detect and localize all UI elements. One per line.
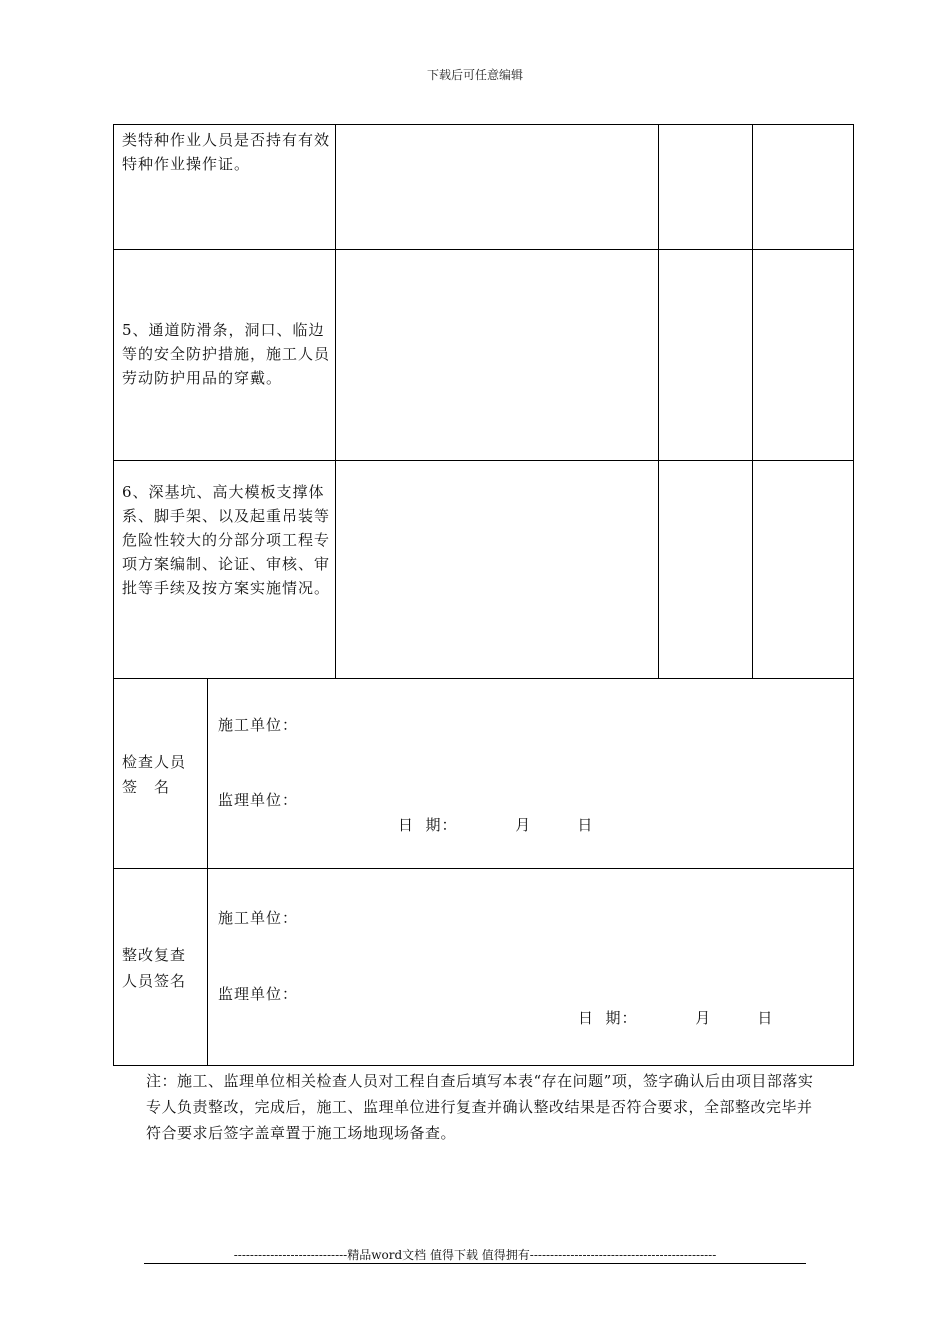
table-row-divider	[113, 460, 854, 461]
recheck-label: 人员签名	[122, 972, 187, 990]
table-border-right	[853, 124, 854, 1066]
table-row-item: 5、通道防滑条，洞口、临边等的安全防护措施，施工人员劳动防护用品的穿戴。	[122, 321, 331, 387]
table-col-divider	[335, 124, 336, 678]
inspection-construction-unit: 施工单位：	[218, 716, 299, 734]
table-row-divider	[113, 678, 854, 679]
table-row-divider	[113, 249, 854, 250]
inspection-date: 日 期： 月 日	[398, 816, 594, 834]
table-row-divider	[113, 868, 854, 869]
recheck-label: 整改复查	[122, 946, 187, 964]
table-row-item: 类特种作业人员是否持有有效特种作业操作证。	[122, 131, 331, 173]
recheck-construction-unit: 施工单位：	[218, 909, 299, 927]
recheck-supervision-unit: 监理单位：	[218, 985, 299, 1003]
header-note: 下载后可任意编辑	[426, 68, 523, 82]
table-col-divider	[207, 678, 208, 1066]
table-border-top	[113, 124, 854, 125]
footer-rule	[144, 1263, 806, 1264]
inspection-label: 签 名	[122, 778, 171, 796]
table-col-divider	[752, 124, 753, 678]
table-note: 注：施工、监理单位相关检查人员对工程自查后填写本表“存在问题”项，签字确认后由项目部落实专人负责整改，完成后，施工、监理单位进行复查并确认整改结果是否符合要求，全部整改完毕并符合要求后签字盖章置于施工场地现场备查。	[146, 1072, 814, 1142]
table-border-bottom	[113, 1065, 854, 1066]
inspection-supervision-unit: 监理单位：	[218, 791, 299, 809]
table-border-left	[113, 124, 114, 1066]
recheck-date: 日 期： 月 日	[578, 1009, 774, 1027]
inspection-label: 检查人员	[122, 753, 187, 771]
table-row-item: 6、深基坑、高大模板支撑体系、脚手架、以及起重吊装等危险性较大的分部分项工程专项方案编制、论证、审核、审批等手续及按方案实施情况。	[122, 483, 331, 597]
table-col-divider	[658, 124, 659, 678]
footer-text: ----------------------------精品word文档 值得下载 值得拥有----------------------------------------------	[233, 1248, 717, 1262]
